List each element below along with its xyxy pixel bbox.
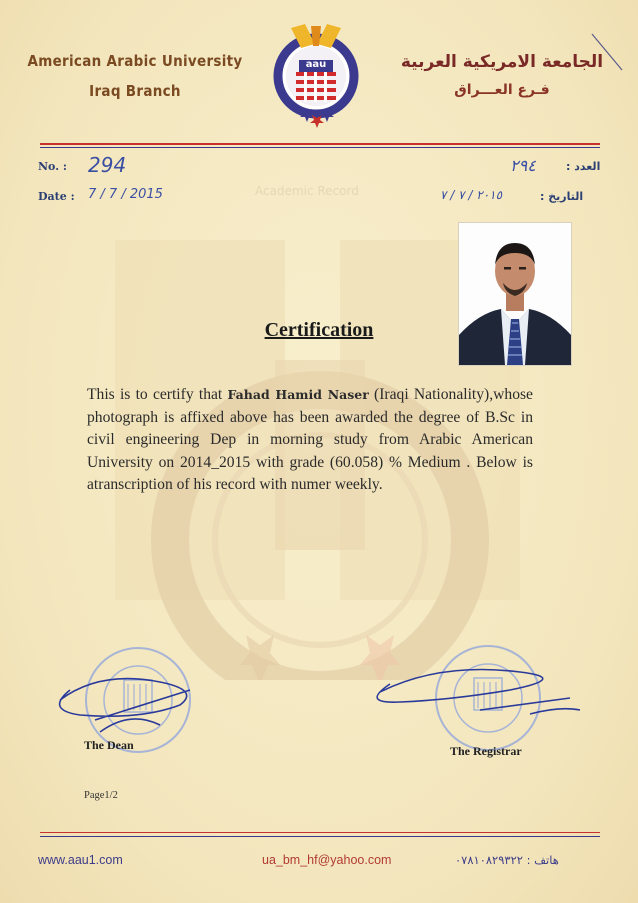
no-value-ar: ٢٩٤: [510, 156, 536, 175]
no-label: No. :: [38, 160, 67, 173]
student-name: Fahad Hamid Naser: [227, 387, 369, 402]
branch-name-ar: فـرع العـــراق: [454, 82, 550, 98]
footer-rule-blue: [40, 836, 600, 837]
registrar-title: The Registrar: [450, 744, 522, 758]
date-value: 7 / 7 / 2015: [88, 187, 163, 202]
watermark-heading: Academic Record: [255, 184, 359, 198]
dean-title: The Dean: [84, 738, 134, 752]
no-label-ar: العدد :: [566, 160, 601, 173]
page-label: Page1/2: [84, 790, 118, 801]
registrar-signature: [360, 662, 590, 732]
footer-website[interactable]: www.aau1.com: [38, 853, 123, 867]
header-rule-blue: [40, 147, 600, 148]
logo-text: aau: [305, 59, 327, 70]
branch-name-en: Iraq Branch: [89, 82, 181, 100]
date-label: Date :: [38, 190, 75, 203]
header-rule-red: [40, 143, 600, 145]
university-name-ar: الجامعة الامريكية العربية: [400, 52, 604, 72]
footer-email[interactable]: ua_bm_hf@yahoo.com: [262, 853, 392, 867]
date-value-ar: ٢٠١٥ / ٧ / ٧: [440, 188, 503, 202]
footer-rule-red: [40, 832, 600, 833]
student-photo: [458, 222, 572, 366]
footer-phone: هاتف : ٠٧٨١٠٨٢٩٣٢٢: [455, 853, 559, 867]
certificate-title: Certification: [264, 319, 374, 341]
certificate-body: [87, 384, 533, 497]
corner-mark: [588, 30, 628, 80]
dean-signature: [40, 660, 210, 740]
no-value: 294: [88, 153, 127, 177]
university-name-en: American Arabic University: [27, 52, 243, 70]
body-intro: This is to certify that: [87, 386, 223, 403]
date-label-ar: التاريخ :: [540, 190, 584, 203]
body-rest: (Iraqi Nationality),whose photograph is affixed above has been awarded the degree of B.Sc in civil engineering Dep in morning study from Arabic American University on 2014_2015 with grade (60.058) % Medium . Below is atranscription of his record with numer weekly.: [87, 386, 533, 493]
university-logo: [271, 22, 361, 134]
